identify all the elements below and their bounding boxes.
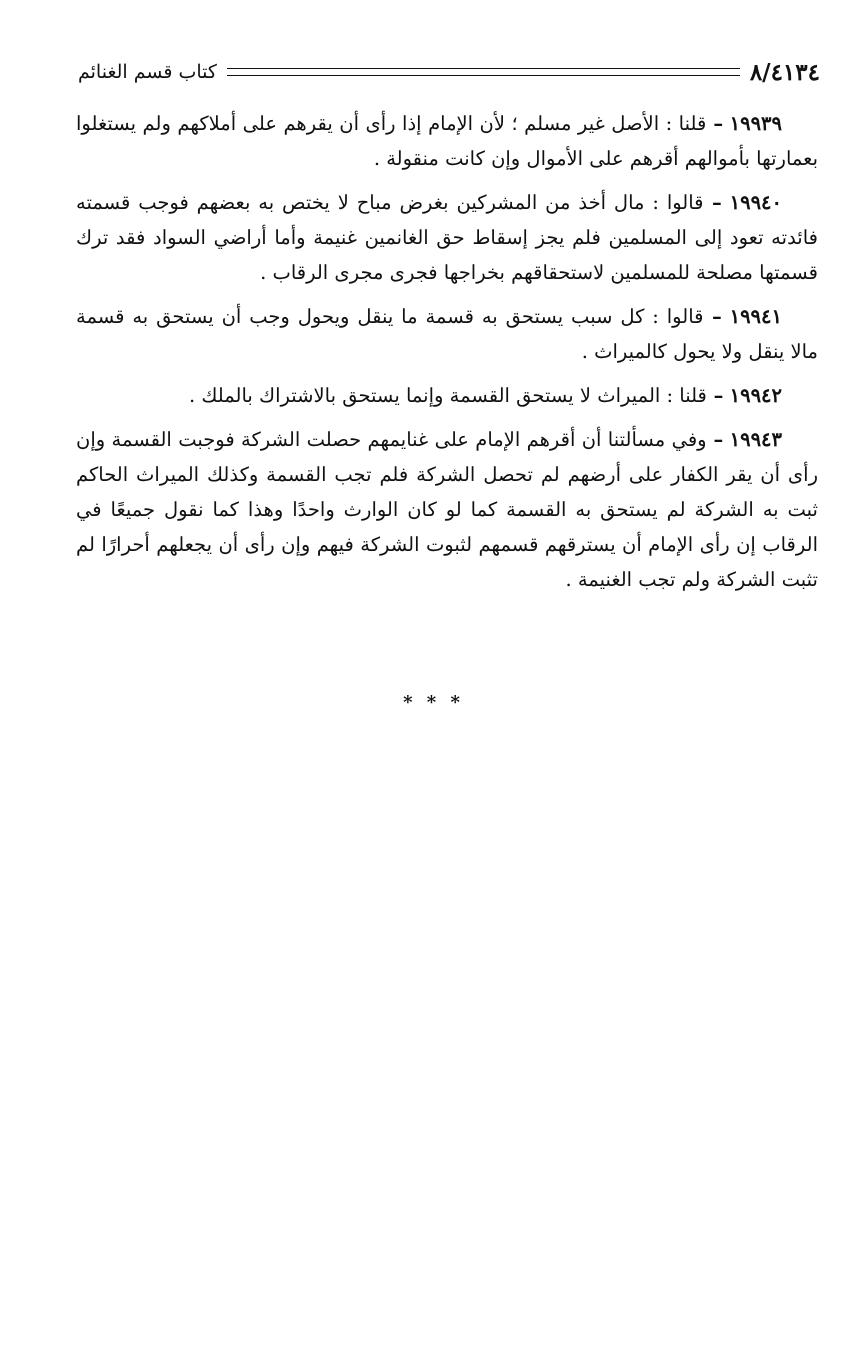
paragraph (76, 185, 818, 290)
paragraph-text: وفي مسألتنا أن أقرهم الإمام على غنايمهم حصلت الشركة فوجبت القسمة وإن رأى أن يقر الكفار على أرضهم لم تحصل الشركة فلم تجب القسمة وكذلك الميراث الحاكم ثبت به الشركة لم يستحق به القسمة كما لو كان الوارث واحدًا وهذا كما نقول جميعًا في الرقاب إن رأى الإمام أن يسترقهم قسمهم لثبوت الشركة فيهم وإن رأى أن يجعلهم أحرارًا لم تثبت الشركة ولم تجب الغنيمة . (76, 428, 818, 591)
dash: – (706, 428, 724, 451)
paragraph-text: قلنا : الأصل غير مسلم ؛ لأن الإمام إذا رأى أن يقرهم على أملاكهم ولم يستغلوا بعمارتها بأموالهم أقرهم على الأموال وإن كانت منقولة . (76, 112, 818, 170)
section-separator: * * * (403, 692, 464, 713)
page-header (78, 54, 820, 90)
book-title: كتاب قسم الغنائم (78, 61, 217, 83)
paragraph-text: قلنا : الميراث لا يستحق القسمة وإنما يستحق بالاشتراك بالملك . (188, 384, 707, 407)
paragraph-number: ١٩٩٤٠ (729, 191, 783, 214)
paragraph-number: ١٩٩٤١ (729, 305, 782, 328)
dash: – (706, 112, 724, 135)
page-body (76, 106, 818, 606)
header-rule (227, 68, 740, 76)
paragraph (76, 378, 818, 413)
page-number: ٨/٤١٣٤ (749, 58, 820, 86)
dash: – (703, 191, 722, 214)
paragraph-text: قالوا : مال أخذ من المشركين بغرض مباح لا يختص به بعضهم فوجب قسمته فائدته تعود إلى المسلمين فلم يجز إسقاط حق الغانمين غنيمة وأما أراضي السواد فقد ترك قسمتها مصلحة للمسلمين لاستحقاقهم بخراجها فجرى مجرى الرقاب . (76, 191, 818, 284)
paragraph-number: ١٩٩٣٩ (729, 112, 782, 135)
dash: – (706, 384, 724, 407)
paragraph-number: ١٩٩٤٣ (729, 428, 782, 451)
paragraph-number: ١٩٩٤٢ (729, 384, 782, 407)
paragraph (76, 422, 818, 597)
dash: – (703, 305, 722, 328)
paragraph (76, 106, 818, 176)
paragraph (76, 299, 818, 369)
paragraph-text: قالوا : كل سبب يستحق به قسمة ما ينقل ويحول وجب أن يستحق به قسمة مالا ينقل ولا يحول كالميراث . (76, 305, 818, 363)
